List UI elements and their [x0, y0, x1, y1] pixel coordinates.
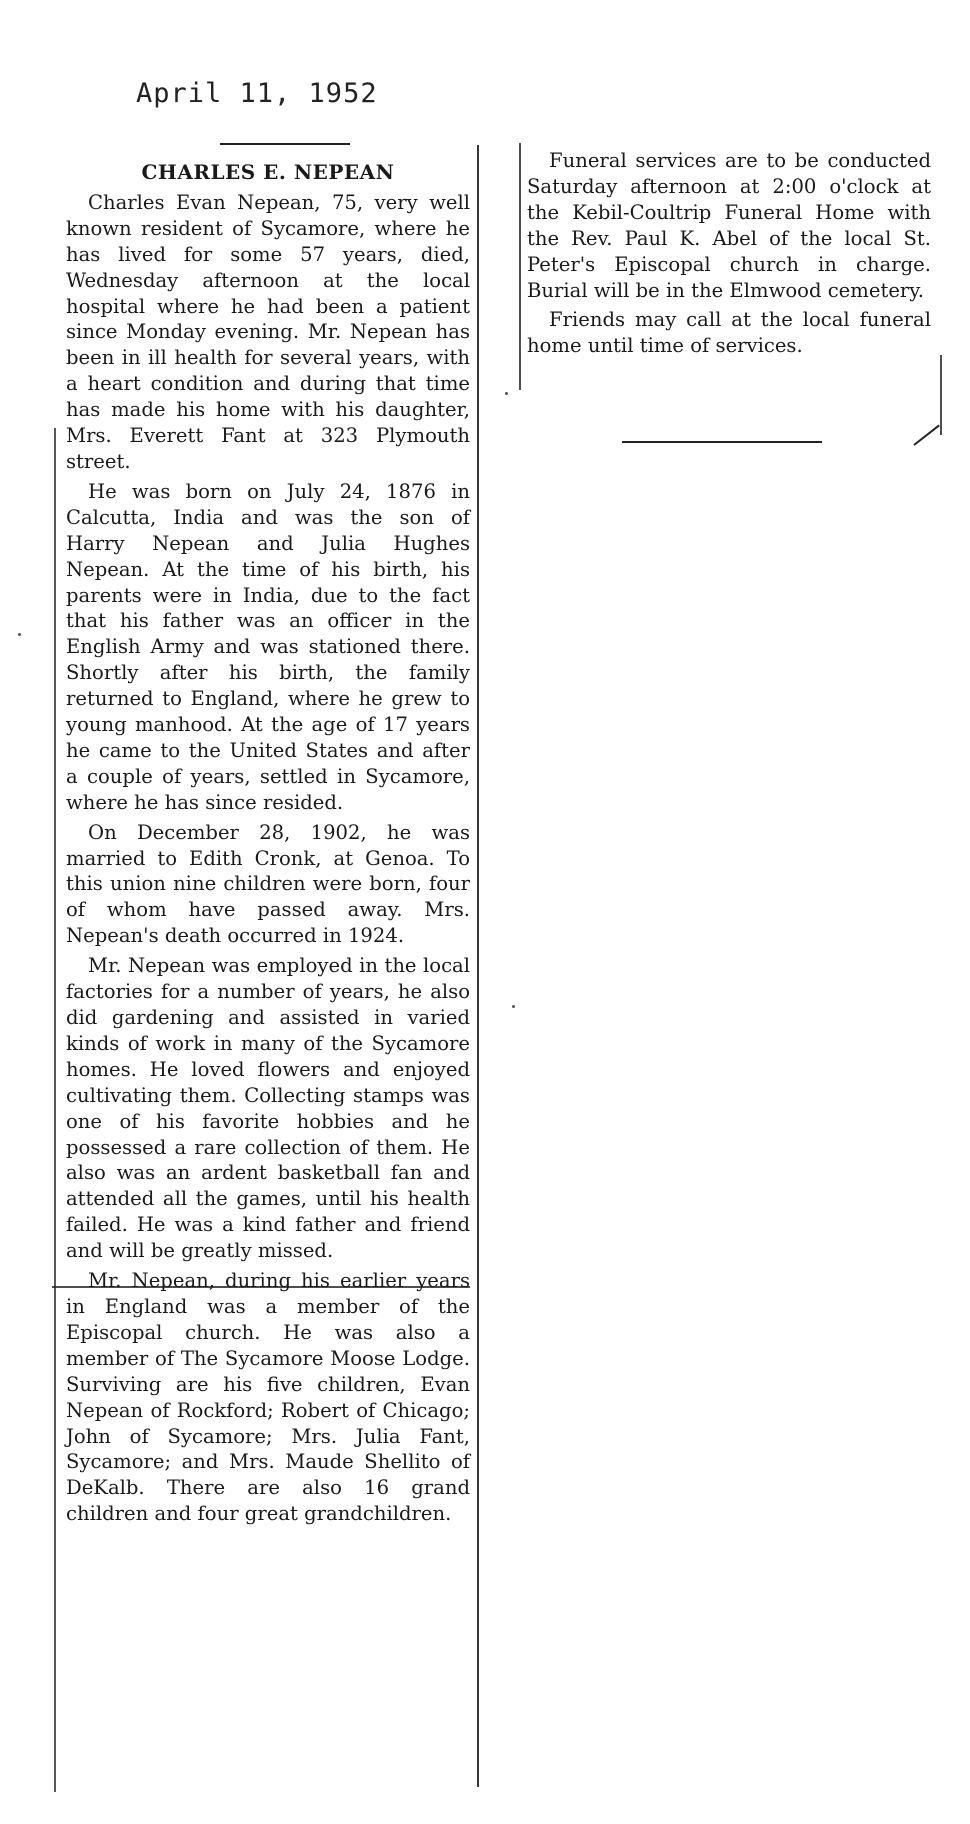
right-border-rule	[940, 355, 942, 435]
obituary-paragraph: He was born on July 24, 1876 in Calcutta, India and was the son of Harry Nepean and Julia Hughes Nepean. At the time of his birth, his parents were in India, due to the fact that his father was an officer in the English Army and was stationed there. Shortly after his birth, the family returned to England, where he grew to young manhood. At the age of 17 years he came to the United States and after a couple of years, settled in Sycamore, where he has since resided.	[66, 479, 470, 814]
obituary-paragraph: Charles Evan Nepean, 75, very well known resident of Sycamore, where he has lived for some 57 years, died, Wednesday afternoon at the local hospital where he had been a patient since Monday evening. Mr. Nepean has been in ill health for several years, with a heart condition and during that time has made his home with his daughter, Mrs. Everett Fant at 323 Plymouth street.	[66, 190, 470, 473]
clipping-date: April 11, 1952	[136, 78, 378, 109]
end-rule	[622, 441, 822, 443]
column-divider-short	[519, 143, 521, 390]
funeral-services-paragraph: Funeral services are to be conducted Saturday afternoon at 2:00 o'clock at the Kebil-Coultrip Funeral Home with the Rev. Paul K. Abel of the local St. Peter's Episcopal church in charge. Burial will be in the Elmwood cemetery.	[527, 149, 931, 302]
column-divider	[477, 145, 479, 1787]
headline: CHARLES E. NEPEAN	[141, 160, 395, 184]
scan-speck	[512, 1005, 515, 1008]
headline-rule	[220, 143, 350, 145]
torn-corner-mark	[913, 425, 939, 446]
scan-speck	[18, 633, 21, 636]
left-border-rule	[54, 428, 56, 1792]
scan-speck	[505, 392, 508, 395]
obituary-paragraph: On December 28, 1902, he was married to Edith Cronk, at Genoa. To this union nine children were born, four of whom have passed away. Mrs. Nepean's death occurred in 1924.	[66, 820, 470, 948]
funeral-notice-column	[527, 148, 931, 363]
visitation-paragraph: Friends may call at the local funeral home until time of services.	[527, 308, 931, 358]
obituary-paragraph: Mr. Nepean was employed in the local factories for a number of years, he also did gardening and assisted in varied kinds of work in many of the Sycamore homes. He loved flowers and enjoyed cultivating them. Collecting stamps was one of his favorite hobbies and he possessed a rare collection of them. He also was an ardent basketball fan and attended all the games, until his health failed. He was a kind father and friend and will be greatly missed.	[66, 954, 470, 1263]
obituary-main-column	[66, 160, 470, 1531]
obituary-paragraph: Mr. Nepean, during his earlier years in England was a member of the Episcopal church. He was also a member of The Sycamore Moose Lodge. Surviving are his five children, Evan Nepean of Rockford; Robert of Chicago; John of Sycamore; Mrs. Julia Fant, Sycamore; and Mrs. Maude Shellito of DeKalb. There are also 16 grand children and four great grandchildren.	[66, 1269, 470, 1526]
